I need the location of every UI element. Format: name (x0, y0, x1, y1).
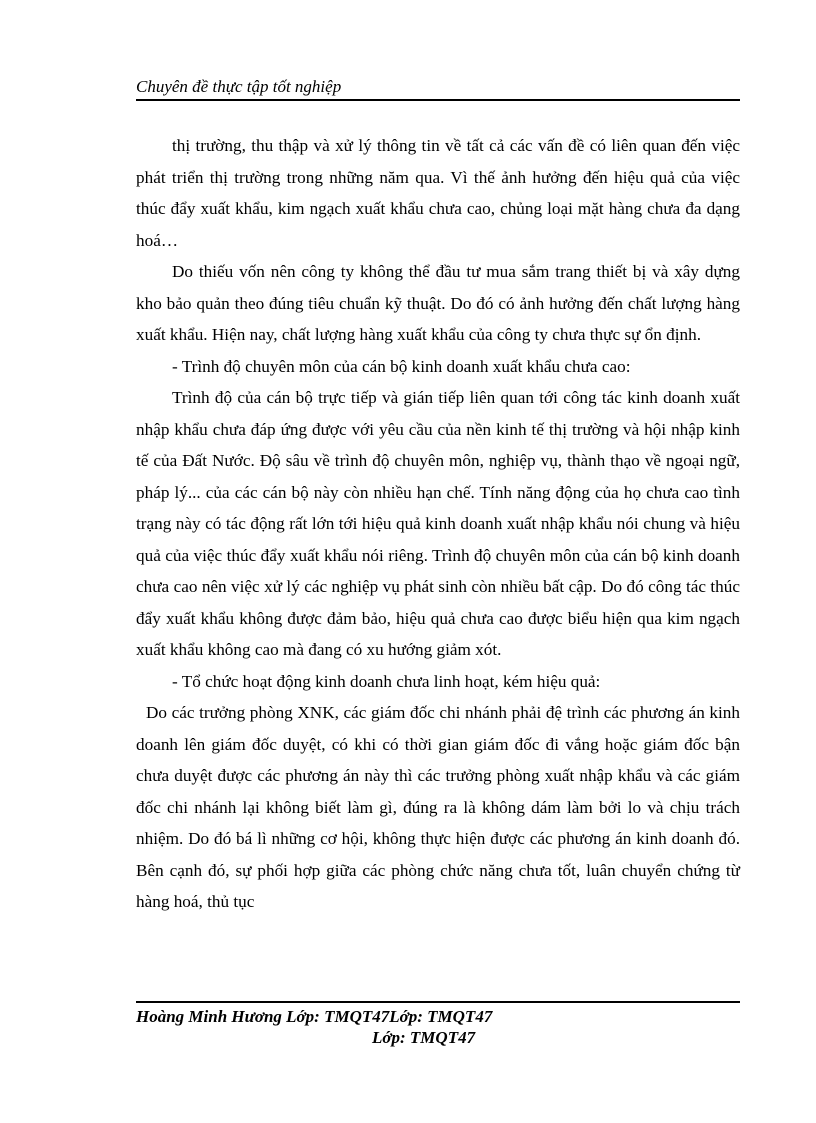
page-header-title: Chuyên đề thực tập tốt nghiệp (136, 77, 342, 96)
paragraph-4: Trình độ của cán bộ trực tiếp và gián tiếp liên quan tới công tác kinh doanh xuất nhập khẩu chưa đáp ứng được với yêu cầu của nền kinh tế thị trường và hội nhập kinh tế của Đất Nước. Độ sâu về trình độ chuyên môn, nghiệp vụ, thành thạo về ngoại ngữ, pháp lý... của các cán bộ này còn nhiều hạn chế. Tính năng động của họ chưa cao tình trạng này có tác động rất lớn tới hiệu quả kinh doanh xuất nhập khẩu nói chung và hiệu quả của việc thúc đẩy xuất khẩu nói riêng. Trình độ chuyên môn của cán bộ kinh doanh chưa cao nên việc xử lý các nghiệp vụ phát sinh còn nhiều bất cập. Do đó công tác thúc đẩy xuất khẩu không được đảm bảo, hiệu quả chưa cao được biểu hiện qua kim ngạch xuất khẩu không cao mà đang có xu hướng giảm xót. (136, 388, 740, 659)
footer-author-line: Hoàng Minh Hương Lớp: TMQT47Lớp: TMQT47 (136, 1007, 493, 1026)
footer-divider (136, 1001, 740, 1003)
document-body (136, 130, 740, 918)
header-divider (136, 99, 740, 101)
paragraph-2: Do thiếu vốn nên công ty không thể đầu tư mua sắm trang thiết bị và xây dựng kho bảo quản theo đúng tiêu chuẩn kỹ thuật. Do đó có ảnh hưởng đến chất lượng hàng xuất khẩu. Hiện nay, chất lượng hàng xuất khẩu của công ty chưa thực sự ổn định. (136, 262, 740, 344)
paragraph-1: thị trường, thu thập và xử lý thông tin về tất cả các vấn đề có liên quan đến việc phát triển thị trường trong những năm qua. Vì thế ảnh hưởng đến hiệu quả của việc thúc đẩy xuất khẩu, kim ngạch xuất khẩu chưa cao, chủng loại mặt hàng chưa đa dạng hoá… (136, 136, 740, 250)
paragraph-6: Do các trưởng phòng XNK, các giám đốc chi nhánh phải đệ trình các phương án kinh doanh lên giám đốc duyệt, có khi có thời gian giám đốc đi vắng hoặc giám đốc bận chưa duyệt được các phương án này thì các trưởng phòng xuất nhập khẩu và các giám đốc chi nhánh lại không biết làm gì, đúng ra là không dám làm bởi lo và chịu trách nhiệm. Do đó bá lì những cơ hội, không thực hiện được các phương án kinh doanh đó. Bên cạnh đó, sự phối hợp giữa các phòng chức năng chưa tốt, luân chuyển chứng từ hàng hoá, thủ tục (136, 703, 740, 911)
paragraph-5-heading: - Tổ chức hoạt động kinh doanh chưa linh hoạt, kém hiệu quả: (172, 671, 601, 691)
footer-class-line: Lớp: TMQT47 (372, 1028, 476, 1047)
paragraph-3-heading: - Trình độ chuyên môn của cán bộ kinh doanh xuất khẩu chưa cao: (172, 356, 631, 376)
